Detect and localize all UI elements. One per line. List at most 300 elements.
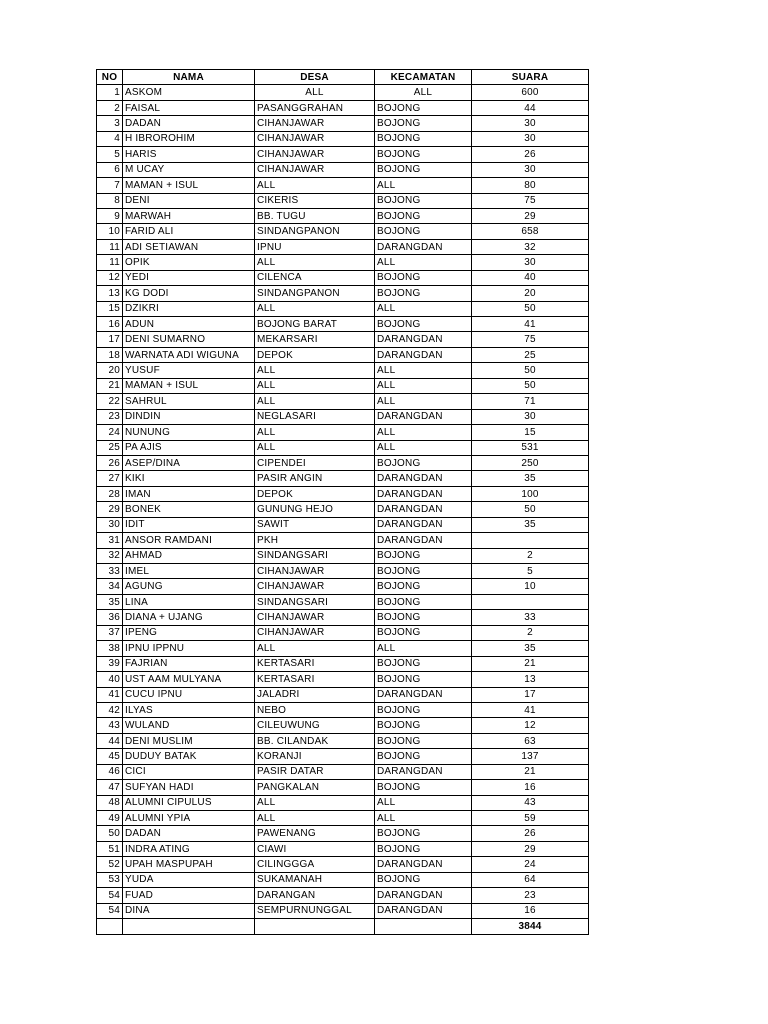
cell-no: 25	[97, 440, 123, 455]
cell-kecamatan: ALL	[375, 255, 472, 270]
cell-nama: MAMAN + ISUL	[123, 378, 255, 393]
header-desa: DESA	[255, 70, 375, 85]
cell-nama: SAHRUL	[123, 394, 255, 409]
cell-suara: 250	[472, 455, 589, 470]
cell-no: 23	[97, 409, 123, 424]
cell-no: 10	[97, 224, 123, 239]
cell-no: 30	[97, 517, 123, 532]
cell-nama: SUFYAN HADI	[123, 780, 255, 795]
cell-no: 52	[97, 857, 123, 872]
cell-no: 7	[97, 178, 123, 193]
table-row	[97, 409, 589, 424]
cell-suara: 5	[472, 564, 589, 579]
table-row	[97, 656, 589, 671]
cell-desa: CIPENDEI	[255, 455, 375, 470]
cell-suara: 43	[472, 795, 589, 810]
cell-kecamatan: BOJONG	[375, 116, 472, 131]
cell-suara: 64	[472, 872, 589, 887]
total-row	[97, 919, 589, 934]
cell-no: 40	[97, 672, 123, 687]
cell-desa: BB. CILANDAK	[255, 733, 375, 748]
cell-suara: 23	[472, 888, 589, 903]
cell-no: 20	[97, 363, 123, 378]
cell-nama: INDRA ATING	[123, 841, 255, 856]
cell-desa: CIHANJAWAR	[255, 131, 375, 146]
table-row	[97, 579, 589, 594]
cell-nama: DENI SUMARNO	[123, 332, 255, 347]
cell-desa: ALL	[255, 795, 375, 810]
cell-no: 47	[97, 780, 123, 795]
cell-suara: 16	[472, 903, 589, 918]
table-row	[97, 841, 589, 856]
table-row	[97, 702, 589, 717]
cell-desa: NEBO	[255, 702, 375, 717]
cell-kecamatan: BOJONG	[375, 147, 472, 162]
cell-nama: IPENG	[123, 625, 255, 640]
cell-desa: CIHANJAWAR	[255, 162, 375, 177]
cell-desa: ALL	[255, 363, 375, 378]
table-row	[97, 471, 589, 486]
cell-suara: 531	[472, 440, 589, 455]
cell-suara: 50	[472, 301, 589, 316]
total-empty-desa	[255, 919, 375, 934]
cell-kecamatan: ALL	[375, 178, 472, 193]
cell-no: 43	[97, 718, 123, 733]
cell-nama: ADUN	[123, 317, 255, 332]
cell-suara: 30	[472, 409, 589, 424]
cell-desa: GUNUNG HEJO	[255, 502, 375, 517]
cell-suara: 600	[472, 85, 589, 100]
cell-kecamatan: BOJONG	[375, 564, 472, 579]
table-row	[97, 363, 589, 378]
cell-desa: PKH	[255, 533, 375, 548]
table-row	[97, 100, 589, 115]
cell-desa: SUKAMANAH	[255, 872, 375, 887]
cell-desa: BB. TUGU	[255, 208, 375, 223]
cell-nama: ILYAS	[123, 702, 255, 717]
cell-nama: CICI	[123, 764, 255, 779]
cell-desa: NEGLASARI	[255, 409, 375, 424]
cell-no: 22	[97, 394, 123, 409]
cell-kecamatan: BOJONG	[375, 100, 472, 115]
cell-suara: 15	[472, 425, 589, 440]
table-row	[97, 85, 589, 100]
table-row	[97, 733, 589, 748]
cell-no: 29	[97, 502, 123, 517]
table-row	[97, 672, 589, 687]
cell-no: 24	[97, 425, 123, 440]
cell-suara: 63	[472, 733, 589, 748]
cell-desa: DEPOK	[255, 486, 375, 501]
cell-kecamatan: BOJONG	[375, 826, 472, 841]
cell-nama: IMAN	[123, 486, 255, 501]
cell-suara: 75	[472, 332, 589, 347]
cell-desa: ALL	[255, 641, 375, 656]
cell-kecamatan: BOJONG	[375, 579, 472, 594]
cell-no: 18	[97, 347, 123, 362]
cell-desa: SINDANGSARI	[255, 548, 375, 563]
cell-suara: 137	[472, 749, 589, 764]
cell-kecamatan: ALL	[375, 363, 472, 378]
cell-kecamatan: DARANGDAN	[375, 517, 472, 532]
cell-no: 53	[97, 872, 123, 887]
cell-kecamatan: DARANGDAN	[375, 888, 472, 903]
cell-desa: ALL	[255, 255, 375, 270]
cell-kecamatan: DARANGDAN	[375, 687, 472, 702]
total-empty-kecamatan	[375, 919, 472, 934]
cell-nama: UST AAM MULYANA	[123, 672, 255, 687]
cell-desa: ALL	[255, 394, 375, 409]
table-row	[97, 116, 589, 131]
table-row	[97, 795, 589, 810]
cell-suara: 41	[472, 317, 589, 332]
cell-kecamatan: ALL	[375, 641, 472, 656]
cell-nama: NUNUNG	[123, 425, 255, 440]
table-row	[97, 332, 589, 347]
cell-kecamatan: BOJONG	[375, 286, 472, 301]
cell-kecamatan: DARANGDAN	[375, 502, 472, 517]
cell-kecamatan: ALL	[375, 85, 472, 100]
cell-nama: BONEK	[123, 502, 255, 517]
cell-kecamatan: BOJONG	[375, 193, 472, 208]
cell-kecamatan: DARANGDAN	[375, 486, 472, 501]
cell-desa: ALL	[255, 301, 375, 316]
cell-desa: ALL	[255, 425, 375, 440]
table-row	[97, 162, 589, 177]
cell-suara: 50	[472, 502, 589, 517]
cell-kecamatan: ALL	[375, 394, 472, 409]
cell-suara: 29	[472, 208, 589, 223]
cell-nama: DADAN	[123, 826, 255, 841]
cell-desa: DARANGAN	[255, 888, 375, 903]
table-row	[97, 749, 589, 764]
cell-suara: 21	[472, 656, 589, 671]
cell-suara: 75	[472, 193, 589, 208]
cell-suara: 26	[472, 826, 589, 841]
cell-no: 44	[97, 733, 123, 748]
cell-desa: ALL	[255, 85, 375, 100]
cell-kecamatan: DARANGDAN	[375, 533, 472, 548]
table-row	[97, 872, 589, 887]
cell-suara: 100	[472, 486, 589, 501]
table-row	[97, 455, 589, 470]
table-row	[97, 641, 589, 656]
cell-nama: AGUNG	[123, 579, 255, 594]
table-row	[97, 270, 589, 285]
cell-desa: JALADRI	[255, 687, 375, 702]
cell-no: 28	[97, 486, 123, 501]
cell-nama: LINA	[123, 594, 255, 609]
cell-no: 16	[97, 317, 123, 332]
header-nama: NAMA	[123, 70, 255, 85]
cell-kecamatan: ALL	[375, 440, 472, 455]
cell-suara: 44	[472, 100, 589, 115]
cell-nama: PA AJIS	[123, 440, 255, 455]
table-row	[97, 440, 589, 455]
cell-desa: PASIR DATAR	[255, 764, 375, 779]
cell-kecamatan: BOJONG	[375, 672, 472, 687]
cell-desa: ALL	[255, 378, 375, 393]
header-suara: SUARA	[472, 70, 589, 85]
cell-kecamatan: BOJONG	[375, 594, 472, 609]
cell-suara	[472, 533, 589, 548]
cell-nama: YUSUF	[123, 363, 255, 378]
cell-kecamatan: BOJONG	[375, 780, 472, 795]
cell-no: 46	[97, 764, 123, 779]
cell-suara: 35	[472, 641, 589, 656]
table-row	[97, 193, 589, 208]
cell-desa: PASANGGRAHAN	[255, 100, 375, 115]
table-row	[97, 826, 589, 841]
cell-desa: SINDANGPANON	[255, 286, 375, 301]
table-row	[97, 811, 589, 826]
cell-no: 27	[97, 471, 123, 486]
cell-desa: ALL	[255, 178, 375, 193]
cell-nama: IDIT	[123, 517, 255, 532]
cell-no: 2	[97, 100, 123, 115]
table-row	[97, 147, 589, 162]
cell-nama: AHMAD	[123, 548, 255, 563]
cell-kecamatan: BOJONG	[375, 162, 472, 177]
cell-kecamatan: ALL	[375, 378, 472, 393]
cell-suara: 30	[472, 116, 589, 131]
table-row	[97, 548, 589, 563]
cell-nama: IPNU IPPNU	[123, 641, 255, 656]
cell-kecamatan: DARANGDAN	[375, 471, 472, 486]
cell-kecamatan: BOJONG	[375, 733, 472, 748]
cell-suara: 30	[472, 131, 589, 146]
cell-kecamatan: DARANGDAN	[375, 903, 472, 918]
cell-no: 31	[97, 533, 123, 548]
cell-no: 48	[97, 795, 123, 810]
cell-no: 11	[97, 255, 123, 270]
table-row	[97, 594, 589, 609]
cell-suara: 2	[472, 548, 589, 563]
cell-suara: 40	[472, 270, 589, 285]
cell-suara: 24	[472, 857, 589, 872]
cell-nama: DINA	[123, 903, 255, 918]
cell-no: 17	[97, 332, 123, 347]
cell-no: 13	[97, 286, 123, 301]
cell-nama: DZIKRI	[123, 301, 255, 316]
cell-no: 42	[97, 702, 123, 717]
cell-no: 12	[97, 270, 123, 285]
cell-kecamatan: BOJONG	[375, 270, 472, 285]
cell-kecamatan: ALL	[375, 425, 472, 440]
table-body	[97, 85, 589, 919]
cell-no: 36	[97, 610, 123, 625]
cell-desa: CIHANJAWAR	[255, 147, 375, 162]
cell-no: 39	[97, 656, 123, 671]
cell-desa: KORANJI	[255, 749, 375, 764]
cell-suara: 41	[472, 702, 589, 717]
cell-kecamatan: BOJONG	[375, 208, 472, 223]
header-kecamatan: KECAMATAN	[375, 70, 472, 85]
cell-desa: CILINGGGA	[255, 857, 375, 872]
cell-nama: DENI MUSLIM	[123, 733, 255, 748]
table-row	[97, 286, 589, 301]
cell-kecamatan: BOJONG	[375, 702, 472, 717]
cell-desa: CIHANJAWAR	[255, 579, 375, 594]
cell-desa: PANGKALAN	[255, 780, 375, 795]
table-row	[97, 718, 589, 733]
cell-suara: 16	[472, 780, 589, 795]
cell-no: 11	[97, 239, 123, 254]
cell-suara: 2	[472, 625, 589, 640]
table-row	[97, 486, 589, 501]
cell-kecamatan: DARANGDAN	[375, 347, 472, 362]
table-row	[97, 517, 589, 532]
cell-no: 21	[97, 378, 123, 393]
table-row	[97, 178, 589, 193]
cell-no: 45	[97, 749, 123, 764]
cell-suara: 17	[472, 687, 589, 702]
cell-nama: MARWAH	[123, 208, 255, 223]
cell-nama: FAISAL	[123, 100, 255, 115]
cell-suara: 30	[472, 255, 589, 270]
cell-kecamatan: ALL	[375, 301, 472, 316]
cell-no: 5	[97, 147, 123, 162]
cell-desa: CILEUWUNG	[255, 718, 375, 733]
cell-no: 51	[97, 841, 123, 856]
table-row	[97, 208, 589, 223]
cell-nama: ADI SETIAWAN	[123, 239, 255, 254]
cell-suara: 30	[472, 162, 589, 177]
cell-suara: 29	[472, 841, 589, 856]
cell-suara: 33	[472, 610, 589, 625]
cell-no: 41	[97, 687, 123, 702]
cell-nama: ASEP/DINA	[123, 455, 255, 470]
cell-nama: DENI	[123, 193, 255, 208]
cell-desa: SEMPURNUNGGAL	[255, 903, 375, 918]
cell-desa: SINDANGSARI	[255, 594, 375, 609]
cell-nama: UPAH MASPUPAH	[123, 857, 255, 872]
table-row	[97, 255, 589, 270]
table-row	[97, 301, 589, 316]
cell-no: 6	[97, 162, 123, 177]
table-row	[97, 425, 589, 440]
cell-kecamatan: DARANGDAN	[375, 409, 472, 424]
cell-no: 50	[97, 826, 123, 841]
cell-desa: CIHANJAWAR	[255, 610, 375, 625]
table-row	[97, 888, 589, 903]
cell-kecamatan: BOJONG	[375, 872, 472, 887]
cell-suara: 35	[472, 471, 589, 486]
cell-suara: 12	[472, 718, 589, 733]
vote-tally-table	[96, 69, 589, 935]
cell-no: 32	[97, 548, 123, 563]
cell-nama: ALUMNI YPIA	[123, 811, 255, 826]
table-row	[97, 317, 589, 332]
cell-kecamatan: ALL	[375, 811, 472, 826]
cell-desa: KERTASARI	[255, 656, 375, 671]
total-suara: 3844	[472, 919, 589, 934]
cell-suara: 26	[472, 147, 589, 162]
cell-nama: M UCAY	[123, 162, 255, 177]
cell-desa: KERTASARI	[255, 672, 375, 687]
cell-nama: FARID ALI	[123, 224, 255, 239]
table-row	[97, 610, 589, 625]
cell-nama: YEDI	[123, 270, 255, 285]
cell-no: 34	[97, 579, 123, 594]
cell-suara: 50	[472, 363, 589, 378]
cell-no: 15	[97, 301, 123, 316]
cell-desa: BOJONG BARAT	[255, 317, 375, 332]
cell-nama: WARNATA ADI WIGUNA	[123, 347, 255, 362]
cell-suara: 80	[472, 178, 589, 193]
cell-suara	[472, 594, 589, 609]
total-empty-no	[97, 919, 123, 934]
cell-desa: CIAWI	[255, 841, 375, 856]
cell-kecamatan: BOJONG	[375, 625, 472, 640]
table-row	[97, 224, 589, 239]
cell-nama: OPIK	[123, 255, 255, 270]
cell-suara: 658	[472, 224, 589, 239]
cell-suara: 13	[472, 672, 589, 687]
cell-nama: HARIS	[123, 147, 255, 162]
cell-no: 1	[97, 85, 123, 100]
cell-suara: 20	[472, 286, 589, 301]
cell-suara: 50	[472, 378, 589, 393]
cell-nama: KIKI	[123, 471, 255, 486]
table-row	[97, 131, 589, 146]
cell-desa: PAWENANG	[255, 826, 375, 841]
cell-nama: FUAD	[123, 888, 255, 903]
table-row	[97, 903, 589, 918]
cell-desa: PASIR ANGIN	[255, 471, 375, 486]
cell-nama: DADAN	[123, 116, 255, 131]
table-row	[97, 687, 589, 702]
cell-desa: MEKARSARI	[255, 332, 375, 347]
cell-desa: CIHANJAWAR	[255, 625, 375, 640]
table-row	[97, 625, 589, 640]
cell-desa: IPNU	[255, 239, 375, 254]
header-no: NO	[97, 70, 123, 85]
cell-nama: IMEL	[123, 564, 255, 579]
cell-suara: 10	[472, 579, 589, 594]
cell-nama: ANSOR RAMDANI	[123, 533, 255, 548]
cell-nama: DIANA + UJANG	[123, 610, 255, 625]
cell-kecamatan: DARANGDAN	[375, 764, 472, 779]
cell-nama: DUDUY BATAK	[123, 749, 255, 764]
cell-no: 33	[97, 564, 123, 579]
cell-kecamatan: DARANGDAN	[375, 332, 472, 347]
cell-kecamatan: BOJONG	[375, 718, 472, 733]
header-row	[97, 70, 589, 85]
cell-nama: ASKOM	[123, 85, 255, 100]
cell-suara: 21	[472, 764, 589, 779]
cell-nama: KG DODI	[123, 286, 255, 301]
cell-kecamatan: BOJONG	[375, 548, 472, 563]
cell-kecamatan: BOJONG	[375, 224, 472, 239]
table-row	[97, 239, 589, 254]
cell-no: 9	[97, 208, 123, 223]
table-row	[97, 564, 589, 579]
cell-desa: SAWIT	[255, 517, 375, 532]
table-row	[97, 378, 589, 393]
cell-no: 26	[97, 455, 123, 470]
cell-nama: H IBROROHIM	[123, 131, 255, 146]
cell-no: 3	[97, 116, 123, 131]
cell-no: 35	[97, 594, 123, 609]
cell-desa: CIKERIS	[255, 193, 375, 208]
cell-no: 54	[97, 903, 123, 918]
cell-no: 8	[97, 193, 123, 208]
cell-nama: ALUMNI CIPULUS	[123, 795, 255, 810]
cell-suara: 25	[472, 347, 589, 362]
cell-no: 54	[97, 888, 123, 903]
cell-suara: 32	[472, 239, 589, 254]
